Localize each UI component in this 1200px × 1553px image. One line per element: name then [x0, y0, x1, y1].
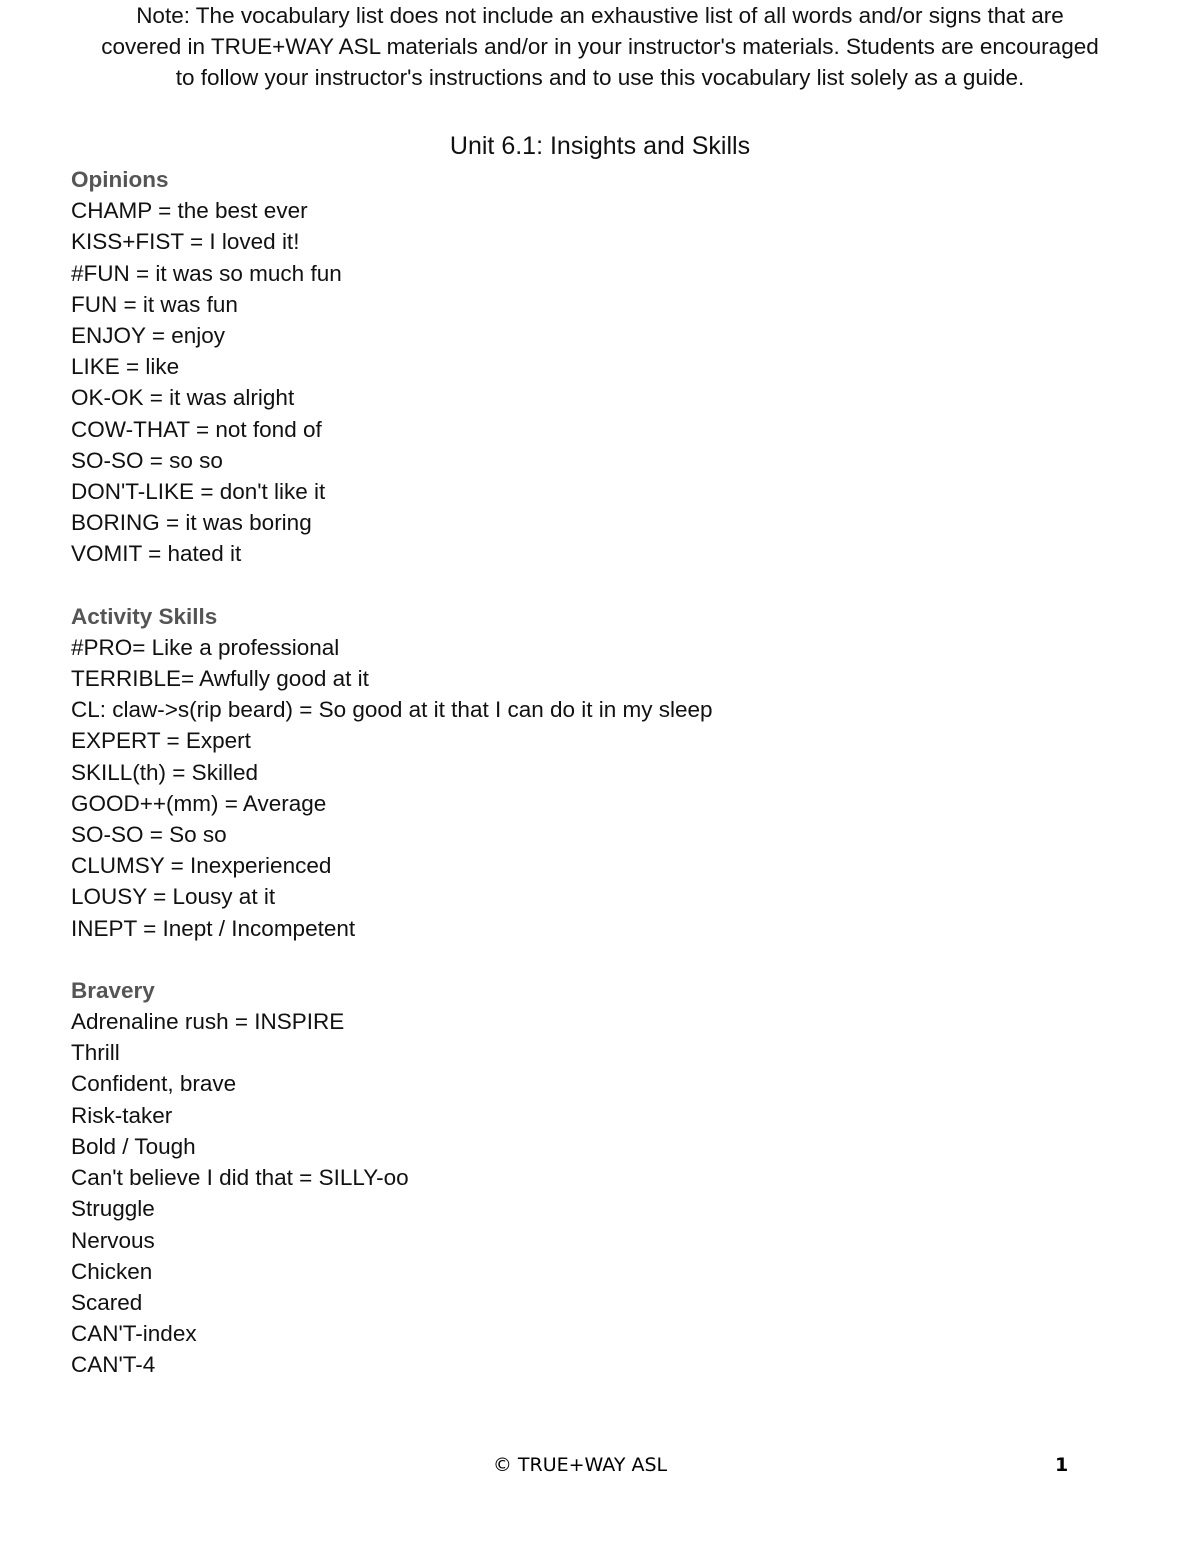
note-line: to follow your instructor's instructions and to use this vocabulary list solely as a guide. [175, 65, 1025, 90]
vocab-entry: Struggle [71, 1196, 155, 1222]
vocab-entry: LIKE = like [71, 354, 180, 380]
vocab-entry: SKILL(th) = Skilled [71, 759, 258, 785]
page-number: 1 [1055, 1454, 1069, 1476]
vocab-entry: CAN'T-4 [71, 1352, 156, 1378]
vocab-entry: Confident, brave [71, 1071, 237, 1097]
vocab-entry: EXPERT = Expert [71, 728, 251, 754]
vocab-entry: TERRIBLE= Awfully good at it [71, 666, 369, 692]
vocab-entry: INEPT = Inept / Incompetent [71, 915, 356, 941]
vocab-entry: DON'T-LIKE = don't like it [71, 479, 326, 505]
vocab-entry: Scared [71, 1289, 143, 1315]
vocab-entry: KISS+FIST = I loved it! [71, 229, 300, 255]
vocab-entry: CLUMSY = Inexperienced [71, 853, 332, 879]
vocab-entry: Can't believe I did that = SILLY-oo [71, 1165, 409, 1191]
vocab-entry: LOUSY = Lousy at it [71, 884, 276, 910]
vocab-entry: OK-OK = it was alright [71, 385, 295, 411]
vocab-entry: #FUN = it was so much fun [71, 260, 342, 286]
vocab-entry: BORING = it was boring [71, 510, 312, 536]
footer-copyright: © TRUE+WAY ASL [492, 1454, 668, 1476]
vocab-entry: COW-THAT = not fond of [71, 416, 322, 442]
vocab-entry: CAN'T-index [71, 1321, 197, 1347]
section-heading: Activity Skills [71, 603, 218, 629]
vocab-entry: Chicken [71, 1258, 153, 1284]
vocab-entry: Thrill [71, 1040, 120, 1066]
vocab-entry: GOOD++(mm) = Average [71, 790, 327, 816]
section-heading: Opinions [71, 167, 169, 192]
vocab-entry: SO-SO = so so [71, 447, 223, 473]
vocab-entry: Nervous [71, 1227, 155, 1253]
note-line: Note: The vocabulary list does not include an exhaustive list of all words and/or signs that are [136, 3, 1064, 28]
vocab-entry: Risk-taker [71, 1102, 173, 1128]
vocabulary-list [71, 164, 1171, 1412]
page-title: Unit 6.1: Insights and Skills [449, 132, 751, 160]
vocab-entry: SO-SO = So so [71, 822, 227, 848]
vocab-entry: CHAMP = the best ever [71, 198, 308, 224]
vocab-entry: #PRO= Like a professional [71, 634, 340, 660]
note-line: covered in TRUE+WAY ASL materials and/or in your instructor's materials. Students are encouraged [101, 34, 1099, 59]
vocab-entry: Adrenaline rush = INSPIRE [71, 1009, 345, 1035]
disclaimer-note [60, 0, 1140, 93]
section-opinions [71, 164, 1171, 570]
vocab-entry: ENJOY = enjoy [71, 323, 226, 349]
section-bravery [71, 975, 1171, 1381]
vocab-entry: VOMIT = hated it [71, 541, 242, 567]
vocab-entry: CL: claw->s(rip beard) = So good at it that I can do it in my sleep [71, 697, 713, 723]
section-activity-skills [71, 601, 1171, 944]
vocab-entry: Bold / Tough [71, 1133, 196, 1159]
vocab-entry: FUN = it was fun [71, 291, 238, 317]
section-heading: Bravery [71, 977, 155, 1003]
